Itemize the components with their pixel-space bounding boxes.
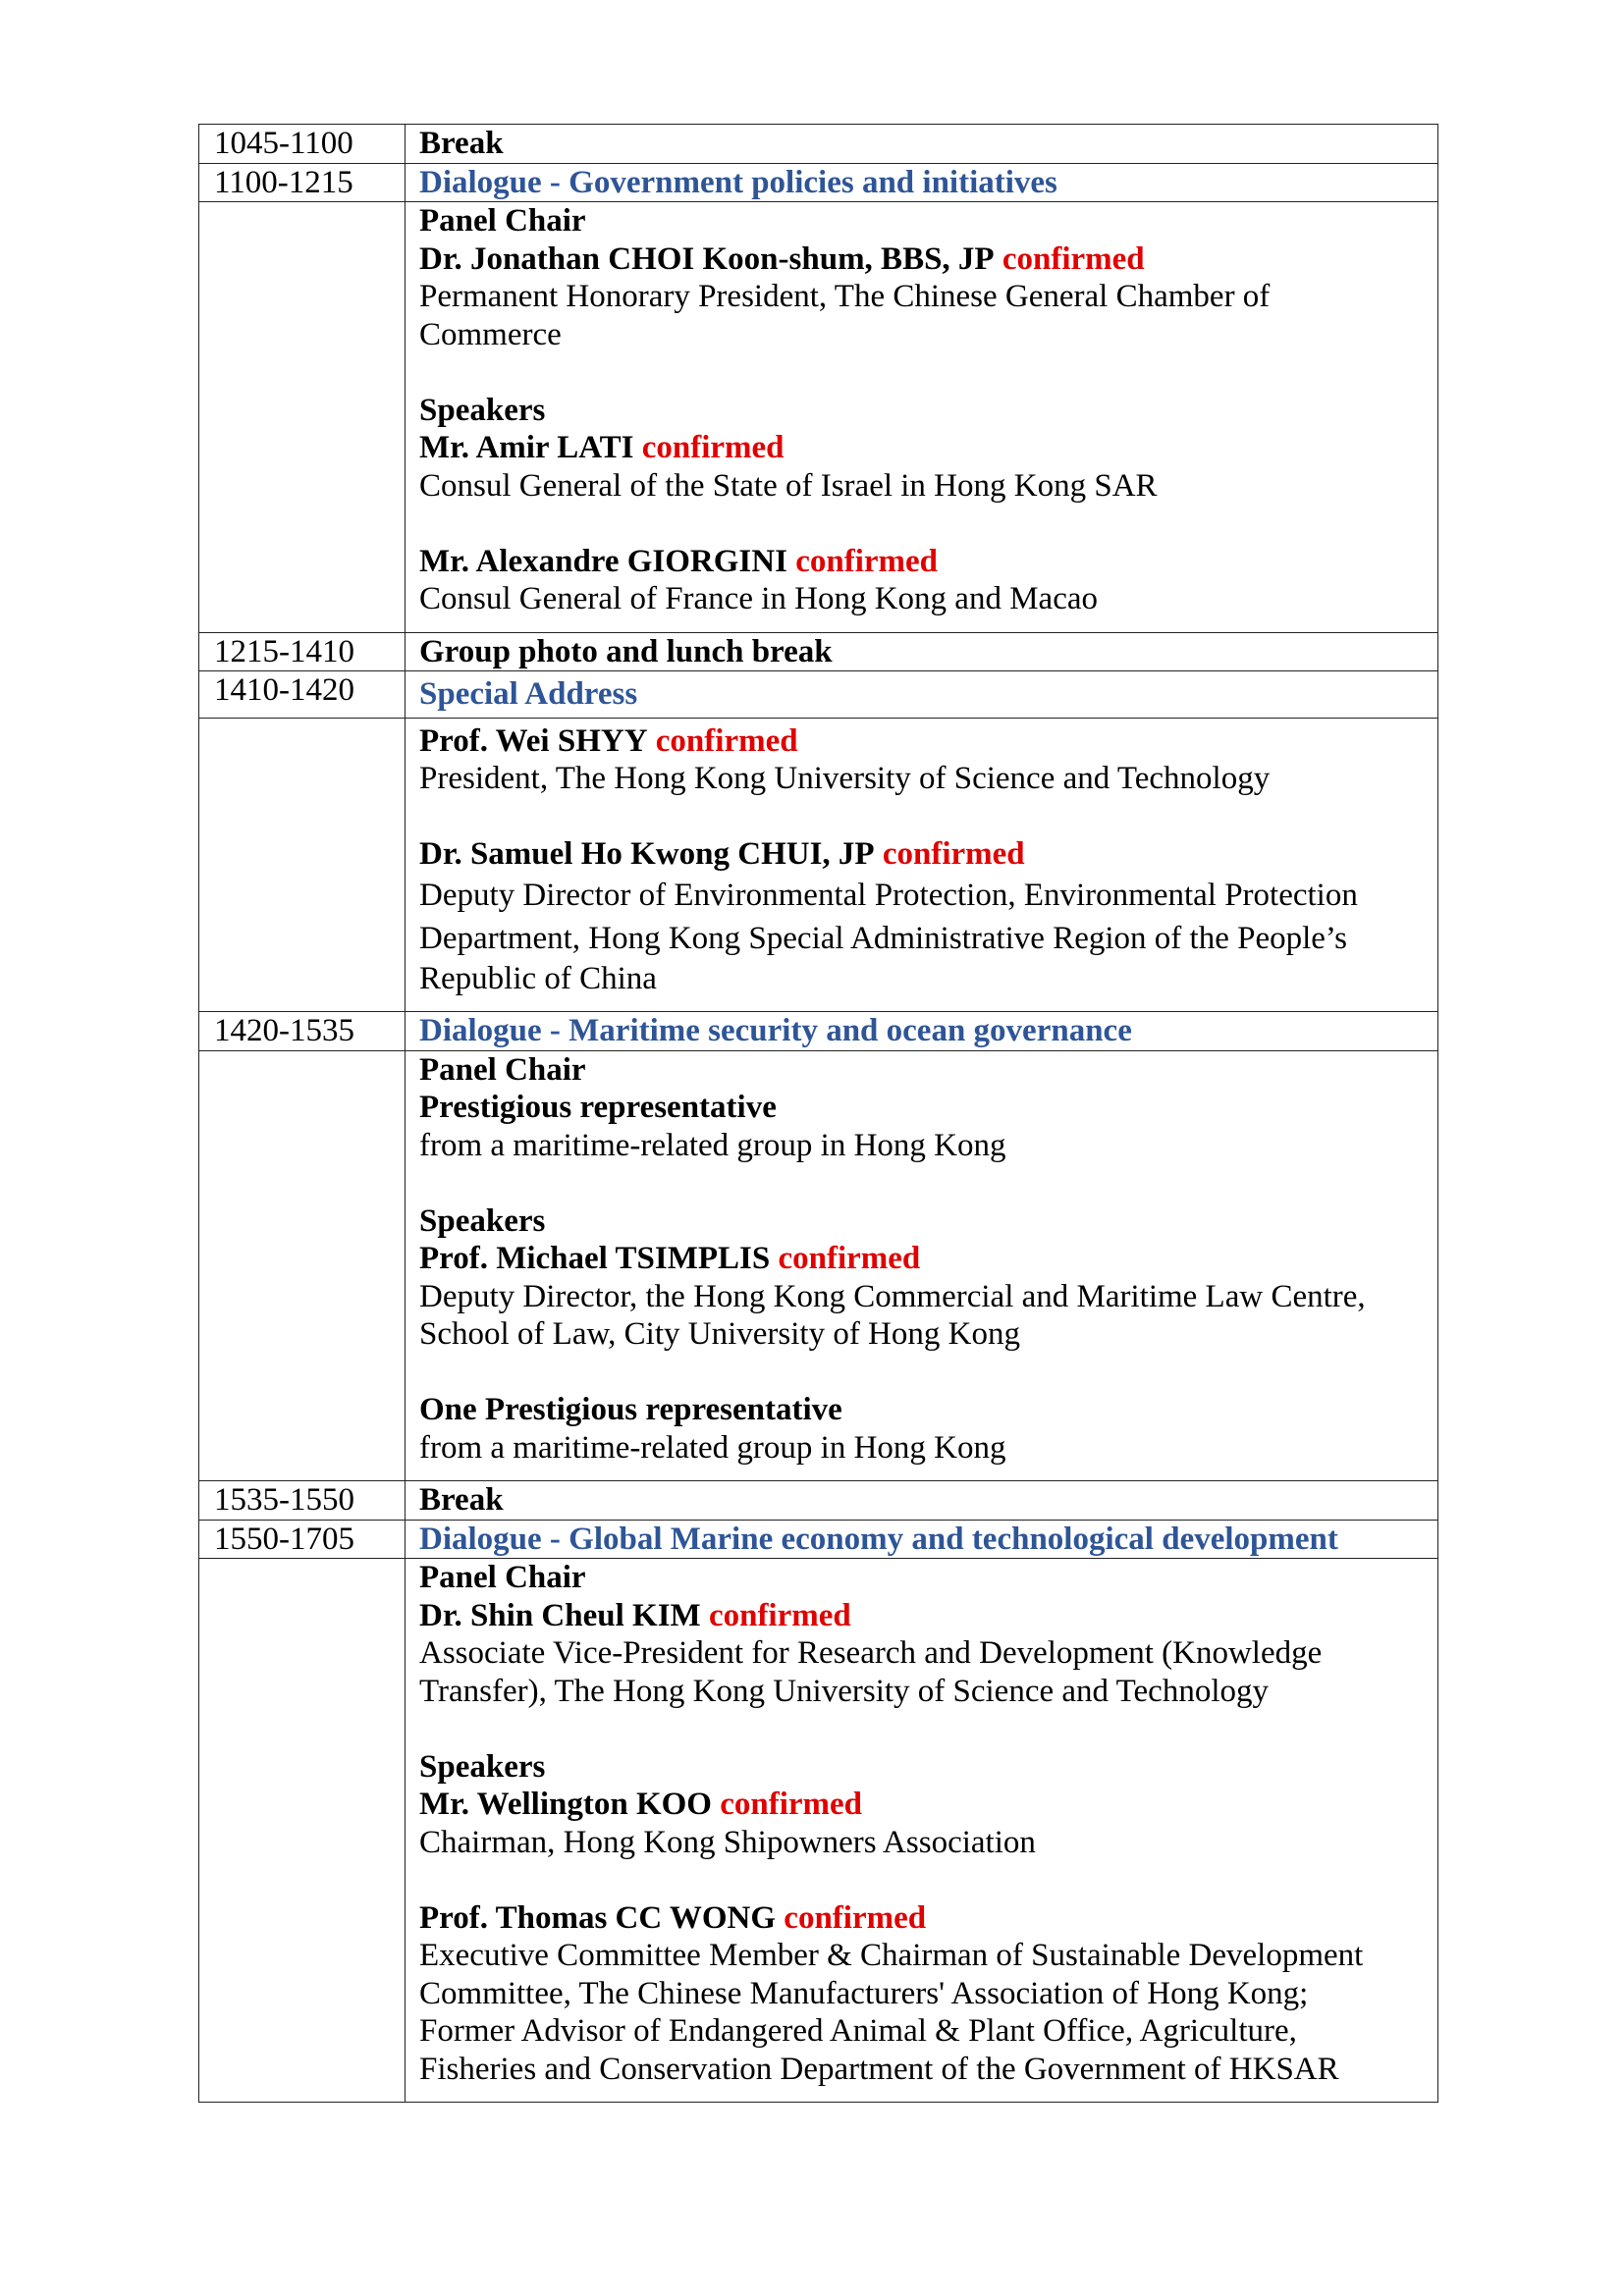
session-title: Dialogue - Government policies and initiatives (406, 163, 1438, 202)
agenda-table (198, 124, 1438, 2103)
time-cell: 1215-1410 (199, 632, 406, 671)
speaker-description: Department, Hong Kong Special Administrative Region of the People’s (419, 920, 1347, 956)
status-badge: confirmed (708, 1597, 851, 1633)
session-title: Special Address (406, 671, 1438, 719)
session-title: Break (406, 1481, 1438, 1521)
speaker-description: Republic of China (419, 960, 657, 996)
panel-details (406, 718, 1438, 1012)
time-cell-empty (199, 1559, 406, 2103)
status-badge: confirmed (720, 1787, 862, 1822)
speakers-label: Speakers (419, 1202, 546, 1239)
chair-description: Associate Vice-President for Research and Development (Knowledge (419, 1635, 1323, 1671)
agenda-row-dialogue-marine-economy (199, 1520, 1438, 1559)
agenda-row-government-panel (199, 202, 1438, 633)
panel-chair-label: Panel Chair (419, 1560, 586, 1595)
agenda-row-lunch (199, 632, 1438, 671)
speaker-description: Consul General of the State of Israel in Hong Kong SAR (419, 467, 1158, 504)
speaker-description: Consul General of France in Hong Kong and Macao (419, 581, 1098, 616)
time-cell: 1535-1550 (199, 1481, 406, 1521)
agenda-row-special-address (199, 671, 1438, 719)
time-cell: 1410-1420 (199, 671, 406, 719)
status-badge: confirmed (655, 722, 798, 759)
status-badge: confirmed (784, 1899, 927, 1936)
chair-name: Prestigious representative (419, 1090, 777, 1125)
session-title: Dialogue - Maritime security and ocean governance (406, 1012, 1438, 1051)
session-title: Group photo and lunch break (406, 632, 1438, 671)
session-title: Break (406, 125, 1438, 164)
agenda-row-break-1 (199, 125, 1438, 164)
session-title: Dialogue - Global Marine economy and technological development (406, 1520, 1438, 1559)
agenda-row-special-address-speakers (199, 718, 1438, 1012)
time-cell-empty (199, 202, 406, 633)
panel-details (406, 1559, 1438, 2103)
speaker-name: Dr. Samuel Ho Kwong CHUI, JP (419, 836, 875, 872)
speaker-description: School of Law, City University of Hong Kong (419, 1316, 1020, 1352)
speaker-name: Prof. Michael TSIMPLIS (419, 1241, 771, 1276)
agenda-row-maritime-panel (199, 1050, 1438, 1481)
speaker-description: from a maritime-related group in Hong Kong (419, 1429, 1006, 1466)
speaker-name: Prof. Thomas CC WONG (419, 1899, 777, 1936)
speaker-name: Mr. Alexandre GIORGINI (419, 543, 787, 579)
time-cell-empty (199, 1050, 406, 1481)
time-cell: 1550-1705 (199, 1520, 406, 1559)
speaker-name: Mr. Amir LATI (419, 430, 634, 465)
agenda-row-dialogue-maritime (199, 1012, 1438, 1051)
time-cell: 1420-1535 (199, 1012, 406, 1051)
speaker-line (419, 543, 1424, 581)
speaker-description: President, The Hong Kong University of Science and Technology (419, 761, 1271, 796)
panel-details (406, 202, 1438, 633)
status-badge: confirmed (795, 543, 938, 579)
panel-details (406, 1050, 1438, 1481)
status-badge: confirmed (778, 1241, 921, 1276)
panel-chair-label: Panel Chair (419, 203, 586, 239)
speaker-description: Deputy Director, the Hong Kong Commercial and Maritime Law Centre, (419, 1278, 1366, 1314)
speakers-label: Speakers (419, 392, 546, 428)
chair-name: Dr. Shin Cheul KIM (419, 1597, 701, 1633)
chair-line (419, 1597, 1424, 1635)
speaker-line (419, 835, 1424, 874)
speaker-name: Mr. Wellington KOO (419, 1787, 712, 1822)
status-badge: confirmed (1001, 240, 1145, 277)
speaker-line (419, 1240, 1424, 1278)
chair-name: Dr. Jonathan CHOI Koon-shum, BBS, JP (419, 240, 995, 277)
chair-description: from a maritime-related group in Hong Kong (419, 1127, 1006, 1163)
speaker-name: One Prestigious representative (419, 1392, 842, 1427)
agenda-row-marine-economy-panel (199, 1559, 1438, 2103)
speaker-description: Former Advisor of Endangered Animal & Plant Office, Agriculture, (419, 2013, 1297, 2049)
status-badge: confirmed (882, 836, 1025, 872)
speaker-description: Fisheries and Conservation Department of the Government of HKSAR (419, 2051, 1339, 2087)
status-badge: confirmed (641, 430, 785, 465)
speaker-description: Committee, The Chinese Manufacturers' Association of Hong Kong; (419, 1975, 1309, 2011)
panel-chair-label: Panel Chair (419, 1051, 586, 1088)
speaker-line (419, 1899, 1424, 1938)
speaker-name: Prof. Wei SHYY (419, 722, 648, 759)
chair-description: Commerce (419, 316, 562, 352)
speaker-line (419, 1786, 1424, 1824)
speaker-description: Chairman, Hong Kong Shipowners Association (419, 1824, 1036, 1860)
speakers-label: Speakers (419, 1748, 546, 1785)
chair-description: Permanent Honorary President, The Chinese General Chamber of (419, 279, 1271, 314)
chair-line (419, 240, 1424, 279)
speaker-description: Executive Committee Member & Chairman of Sustainable Development (419, 1938, 1364, 1973)
time-cell-empty (199, 718, 406, 1012)
speaker-line (419, 429, 1424, 467)
agenda-row-dialogue-government (199, 163, 1438, 202)
chair-description: Transfer), The Hong Kong University of Science and Technology (419, 1673, 1269, 1709)
time-cell: 1045-1100 (199, 125, 406, 164)
speaker-description: Deputy Director of Environmental Protection, Environmental Protection (419, 877, 1358, 913)
time-cell: 1100-1215 (199, 163, 406, 202)
agenda-row-break-2 (199, 1481, 1438, 1521)
speaker-line (419, 722, 1424, 761)
